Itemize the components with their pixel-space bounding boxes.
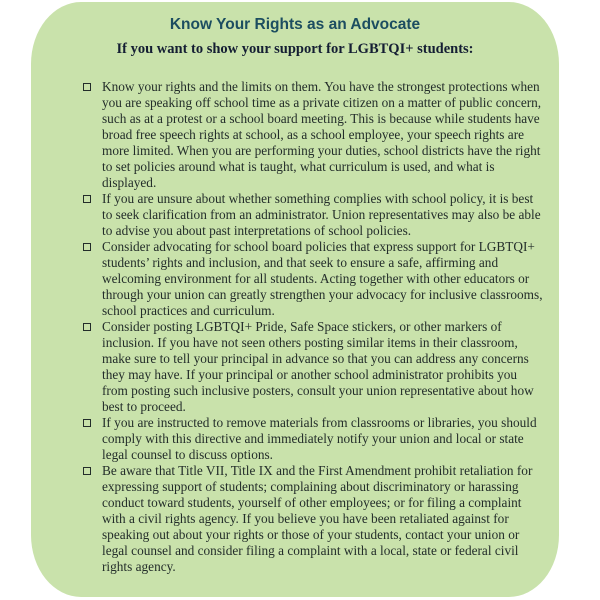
list-item-text: Know your rights and the limits on them. You have the strongest protections when you are speaking off school time as a private citizen on a matter of public concern, such as at a protest or a school board meeting. This is because while students have broad free speech rights at school, as a school employee, your speech rights are more limited. When you are performing your duties, school districts have the right to set policies around what is taught, what curriculum is used, and what is displayed. [102, 79, 542, 190]
list-item [83, 319, 545, 415]
list-item [83, 415, 545, 463]
list-item-text: Consider posting LGBTQI+ Pride, Safe Space stickers, or other markers of inclusion. If you have not seen others posting similar items in their classroom, make sure to tell your principal in advance so that you can address any concerns they may have. If your principal or another school administrator prohibits you from posting such inclusive posters, consult your union representative about how best to proceed. [102, 319, 534, 414]
list-item [83, 79, 545, 191]
list-item [83, 463, 545, 575]
list-item-text: If you are instructed to remove materials from classrooms or libraries, you should comply with this directive and immediately notify your union and local or state legal counsel to discuss options. [102, 415, 537, 462]
advocate-card [31, 2, 559, 597]
rights-list [31, 79, 559, 575]
checkbox-bullet-icon [83, 419, 91, 427]
card-subtitle: If you want to show your support for LGBTQI+ students: [116, 41, 474, 57]
list-item [83, 191, 545, 239]
list-item-text: If you are unsure about whether something complies with school policy, it is best to seek clarification from an administrator. Union representatives may also be able to advise you about past interpretations of school policies. [102, 191, 541, 238]
checkbox-bullet-icon [83, 467, 91, 475]
checkbox-bullet-icon [83, 243, 91, 251]
checkbox-bullet-icon [83, 83, 91, 91]
checkbox-bullet-icon [83, 195, 91, 203]
list-item-text: Be aware that Title VII, Title IX and the First Amendment prohibit retaliation for expressing support of students; complaining about discriminatory or harassing conduct toward students, yourself of other employees; or for filing a complaint with a civil rights agency. If you believe you have been retaliated against for speaking out about your rights or those of your students, contact your union or legal counsel and consider filing a complaint with a local, state or federal civil rights agency. [102, 463, 533, 574]
list-item-text: Consider advocating for school board policies that express support for LGBTQI+ students’ rights and inclusion, and that seek to ensure a safe, affirming and welcoming environment for all students. Acting together with other educators or through your union can greatly strengthen your advocacy for inclusive classrooms, school practices and curriculum. [102, 239, 543, 318]
page-title: Know Your Rights as an Advocate [169, 16, 421, 33]
list-item [83, 239, 545, 319]
checkbox-bullet-icon [83, 323, 91, 331]
